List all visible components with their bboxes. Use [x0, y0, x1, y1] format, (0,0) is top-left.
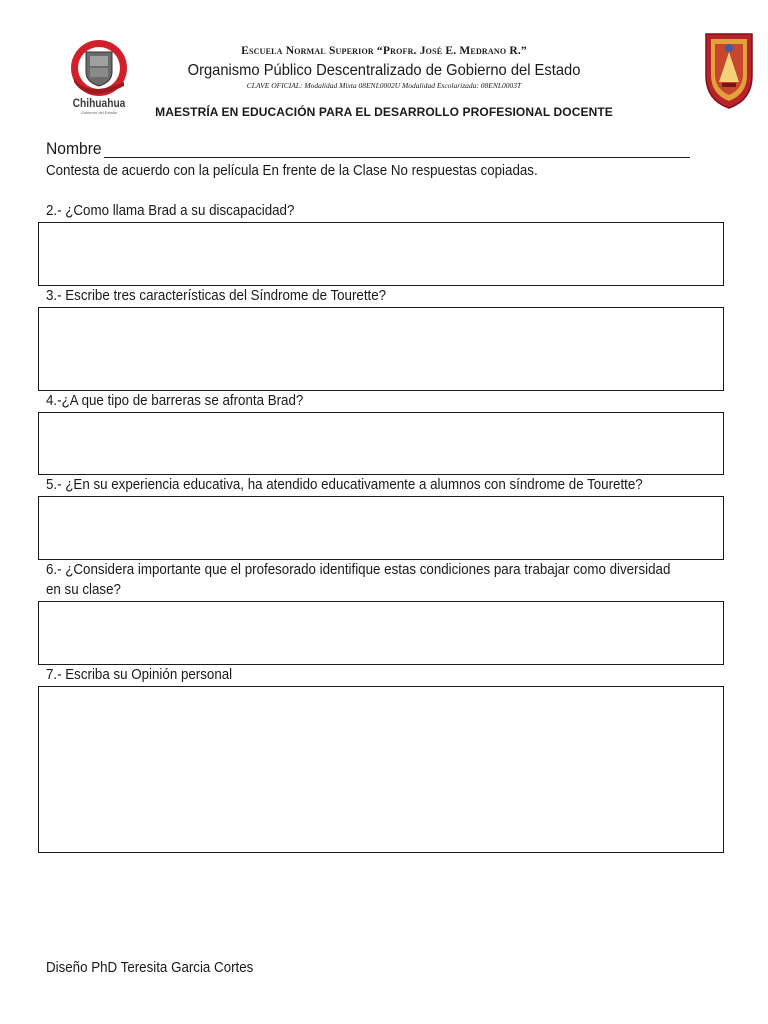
answer-box-6[interactable] [38, 601, 724, 665]
logo-subtext: Gobierno del Estado [80, 110, 118, 115]
logo-text: Chihuahua [72, 96, 126, 110]
answer-box-2[interactable] [38, 222, 724, 286]
answer-box-7[interactable] [38, 686, 724, 853]
answer-box-4[interactable] [38, 412, 724, 475]
instructions: Contesta de acuerdo con la película En frente de la Clase No respuestas copiadas. [46, 163, 538, 179]
school-name: Escuela Normal Superior “Profr. José E. Medrano R.” [241, 45, 527, 57]
program-title: MAESTRÍA EN EDUCACIÓN PARA EL DESARROLLO PROFESIONAL DOCENTE [155, 105, 613, 119]
organism-name: Organismo Público Descentralizado de Gobierno del Estado [187, 62, 581, 79]
school-seal [702, 30, 756, 110]
design-credit: Diseño PhD Teresita Garcia Cortes [46, 960, 254, 976]
question-6-line-1: 6.- ¿Considera importante que el profesorado identifique estas condiciones para trabajar como diversidad [46, 562, 671, 578]
question-6-line-2: en su clase? [46, 582, 121, 598]
official-code: CLAVE OFICIAL: Modalidad Mixta 08ENL0002U Modalidad Escolarizada: 08ENL0003T [246, 81, 522, 90]
question-7: 7.- Escriba su Opinión personal [46, 667, 233, 683]
name-label: Nombre [46, 139, 102, 158]
question-4: 4.-¿A que tipo de barreras se afronta Brad? [46, 393, 304, 409]
question-5: 5.- ¿En su experiencia educativa, ha atendido educativamente a alumnos con síndrome de Tourette? [46, 477, 643, 493]
name-input-line[interactable] [104, 157, 690, 158]
answer-box-3[interactable] [38, 307, 724, 391]
question-2: 2.- ¿Como llama Brad a su discapacidad? [46, 203, 295, 219]
answer-box-5[interactable] [38, 496, 724, 560]
school-seal-icon [702, 30, 756, 110]
question-3: 3.- Escribe tres características del Síndrome de Tourette? [46, 288, 387, 304]
